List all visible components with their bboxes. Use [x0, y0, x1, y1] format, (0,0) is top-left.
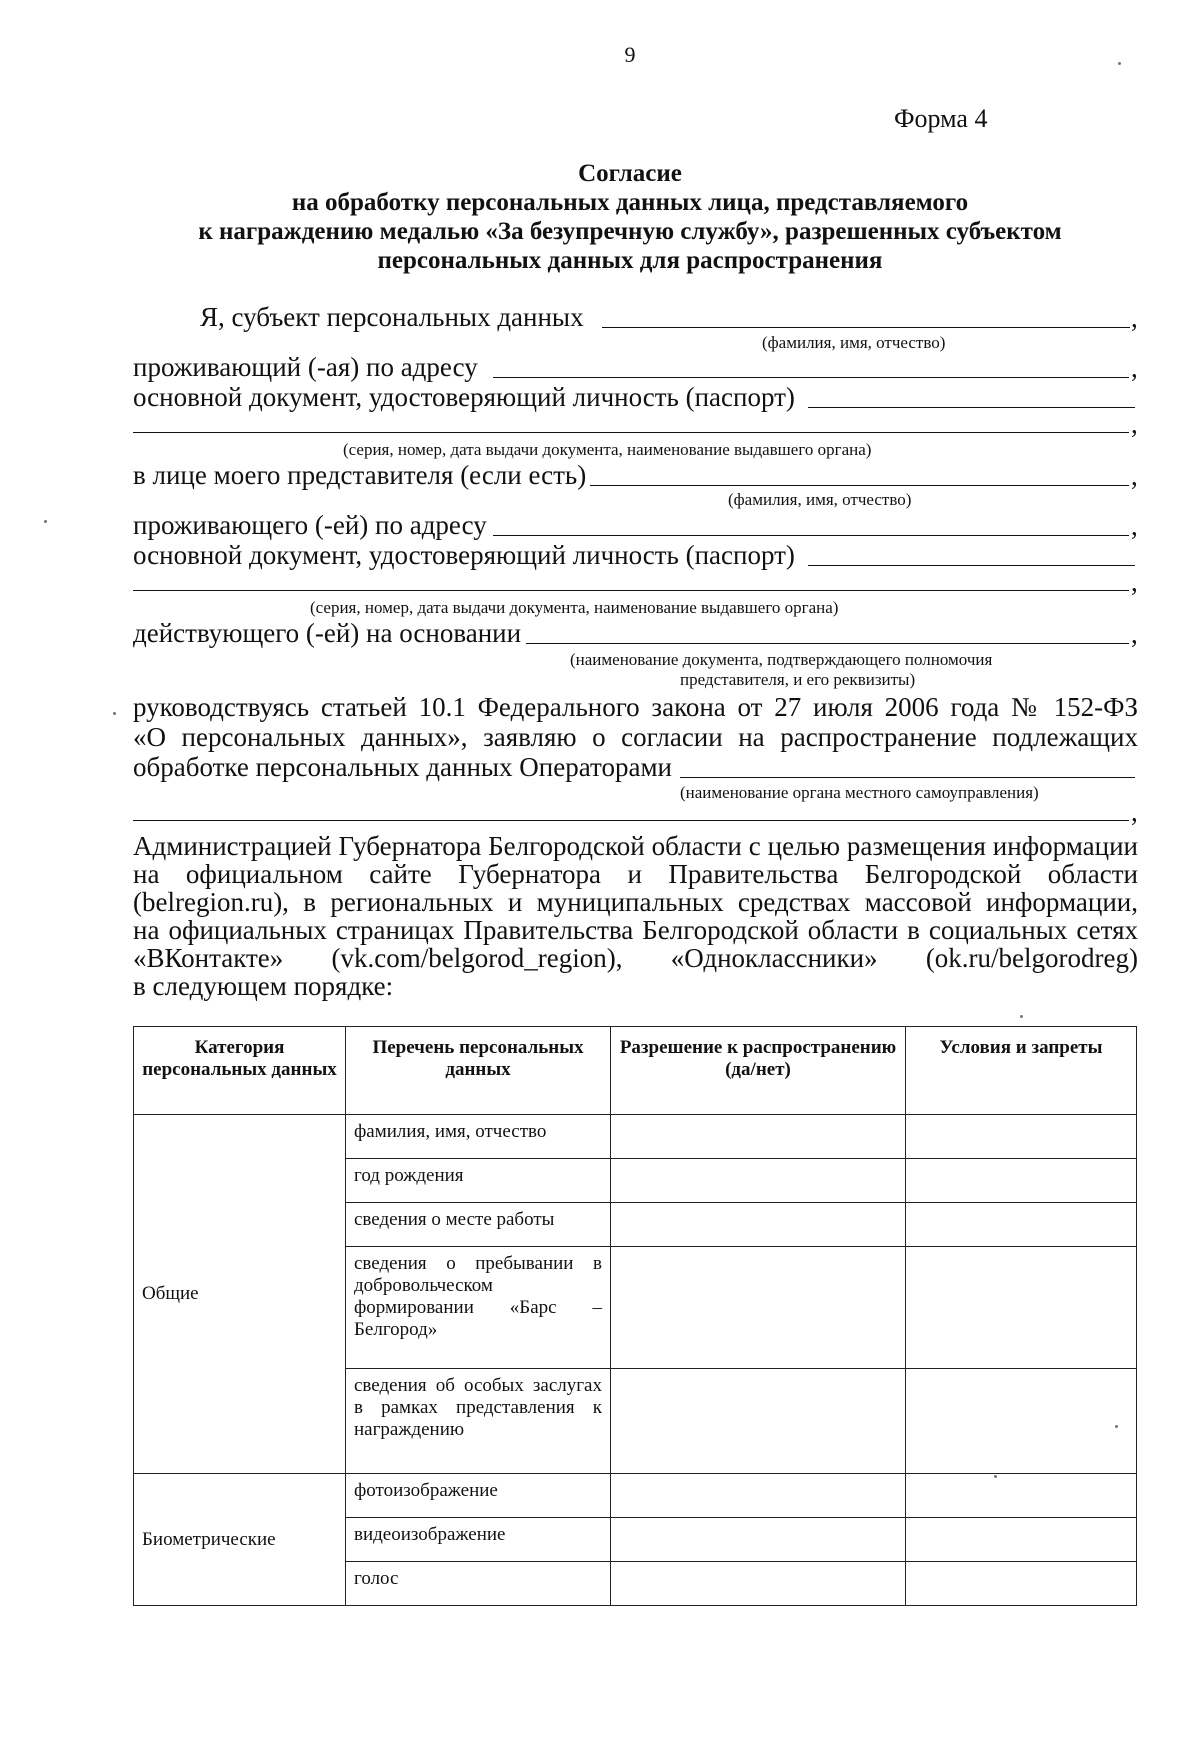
- comma: ,: [1131, 303, 1138, 333]
- category-biometric: Биометрические: [134, 1474, 346, 1606]
- basis-label: действующего (-ей) на основании: [133, 618, 522, 648]
- conditions-cell[interactable]: [906, 1115, 1137, 1159]
- comma: ,: [1131, 511, 1138, 541]
- scan-speck: [1118, 62, 1121, 65]
- address-blank[interactable]: [493, 377, 1129, 378]
- item-workplace: сведения о месте работы: [346, 1203, 611, 1247]
- passport-hint: (серия, номер, дата выдачи документа, наименование выдавшего органа): [343, 440, 872, 459]
- body-line-6: в следующем порядке:: [133, 971, 394, 1001]
- scan-speck: [113, 712, 116, 715]
- body-line-5: «ВКонтакте» (vk.com/belgorod_region), «Одноклассники» (ok.ru/belgorodreg): [133, 943, 1138, 973]
- title-line-1: Согласие: [578, 160, 682, 187]
- conditions-cell[interactable]: [906, 1159, 1137, 1203]
- permission-cell[interactable]: [611, 1203, 906, 1247]
- scan-speck: [44, 520, 47, 523]
- comma: ,: [1131, 409, 1138, 439]
- permission-cell[interactable]: [611, 1369, 906, 1474]
- personal-data-table: [133, 1026, 1137, 1606]
- operator-hint: (наименование органа местного самоуправления): [680, 783, 1039, 802]
- permission-cell[interactable]: [611, 1562, 906, 1606]
- form-label: Форма 4: [894, 104, 988, 133]
- header-conditions: Условия и запреты: [906, 1027, 1137, 1115]
- representative-blank[interactable]: [590, 485, 1129, 486]
- permission-cell[interactable]: [611, 1115, 906, 1159]
- passport-blank-2[interactable]: [133, 432, 1129, 433]
- permission-cell[interactable]: [611, 1247, 906, 1369]
- operator-blank-2[interactable]: [133, 820, 1129, 821]
- table-row: [134, 1474, 1137, 1518]
- scan-speck: [1020, 1015, 1023, 1018]
- body-line-1: Администрацией Губернатора Белгородской области с целью размещения информации: [133, 831, 1138, 861]
- permission-cell[interactable]: [611, 1159, 906, 1203]
- passport-blank[interactable]: [808, 407, 1135, 408]
- item-full-name: фамилия, имя, отчество: [346, 1115, 611, 1159]
- conditions-cell[interactable]: [906, 1518, 1137, 1562]
- subject-label: Я, субъект персональных данных: [200, 302, 584, 332]
- table-row: [134, 1115, 1137, 1159]
- rep-address-label: проживающего (-ей) по адресу: [133, 510, 487, 540]
- consent-line-3: обработке персональных данных Операторами: [133, 752, 672, 782]
- header-permission: Разрешение к распространению (да/нет): [611, 1027, 906, 1115]
- scan-speck: [1115, 1425, 1118, 1428]
- title-line-3: к награждению медалью «За безупречную службу», разрешенных субъектом: [198, 218, 1062, 245]
- permission-cell[interactable]: [611, 1474, 906, 1518]
- header-category: Категория персональных данных: [134, 1027, 346, 1115]
- operator-blank[interactable]: [680, 777, 1135, 778]
- basis-hint-1: (наименование документа, подтверждающего полномочия: [570, 650, 993, 669]
- consent-line-1: руководствуясь статьей 10.1 Федерального закона от 27 июля 2006 года № 152-ФЗ: [133, 692, 1138, 722]
- comma: ,: [1131, 797, 1138, 827]
- page-number: 9: [624, 42, 636, 67]
- header-list: Перечень персональных данных: [346, 1027, 611, 1115]
- title-line-4: персональных данных для распространения: [377, 247, 883, 274]
- consent-line-2: «О персональных данных», заявляю о согласии на распространение подлежащих: [133, 722, 1138, 752]
- conditions-cell[interactable]: [906, 1369, 1137, 1474]
- conditions-cell[interactable]: [906, 1474, 1137, 1518]
- comma: ,: [1131, 619, 1138, 649]
- conditions-cell[interactable]: [906, 1203, 1137, 1247]
- title-line-2: на обработку персональных данных лица, представляемого: [291, 189, 969, 216]
- item-special-merits: сведения об особых заслугах в рамках представления к награждению: [346, 1369, 611, 1474]
- body-line-3: (belregion.ru), в региональных и муниципальных средствах массовой информации,: [133, 887, 1138, 917]
- comma: ,: [1131, 353, 1138, 383]
- body-line-4: на официальных страницах Правительства Белгородской области в социальных сетях: [133, 915, 1138, 945]
- comma: ,: [1131, 461, 1138, 491]
- conditions-cell[interactable]: [906, 1247, 1137, 1369]
- permission-cell[interactable]: [611, 1518, 906, 1562]
- table-header-row: [134, 1027, 1137, 1115]
- item-photo: фотоизображение: [346, 1474, 611, 1518]
- item-volunteer-formation: сведения о пребывании в добровольческом формировании «Барс – Белгород»: [346, 1247, 611, 1369]
- representative-hint: (фамилия, имя, отчество): [728, 490, 912, 509]
- subject-blank[interactable]: [602, 327, 1130, 328]
- comma: ,: [1131, 567, 1138, 597]
- rep-passport-hint: (серия, номер, дата выдачи документа, наименование выдавшего органа): [310, 598, 839, 617]
- category-general: Общие: [134, 1115, 346, 1474]
- item-voice: голос: [346, 1562, 611, 1606]
- item-birth-year: год рождения: [346, 1159, 611, 1203]
- passport-label: основной документ, удостоверяющий личность (паспорт): [133, 382, 795, 412]
- address-label: проживающий (-ая) по адресу: [133, 352, 478, 382]
- rep-passport-blank[interactable]: [808, 565, 1135, 566]
- basis-hint-2: представителя, и его реквизиты): [680, 670, 916, 689]
- basis-blank[interactable]: [526, 643, 1129, 644]
- item-video: видеоизображение: [346, 1518, 611, 1562]
- rep-passport-blank-2[interactable]: [133, 590, 1129, 591]
- rep-address-blank[interactable]: [493, 535, 1129, 536]
- body-line-2: на официальном сайте Губернатора и Правительства Белгородской области: [133, 859, 1138, 889]
- representative-label: в лице моего представителя (если есть): [133, 460, 587, 490]
- conditions-cell[interactable]: [906, 1562, 1137, 1606]
- scan-speck: [994, 1475, 997, 1478]
- subject-hint: (фамилия, имя, отчество): [762, 333, 946, 352]
- rep-passport-label: основной документ, удостоверяющий личность (паспорт): [133, 540, 795, 570]
